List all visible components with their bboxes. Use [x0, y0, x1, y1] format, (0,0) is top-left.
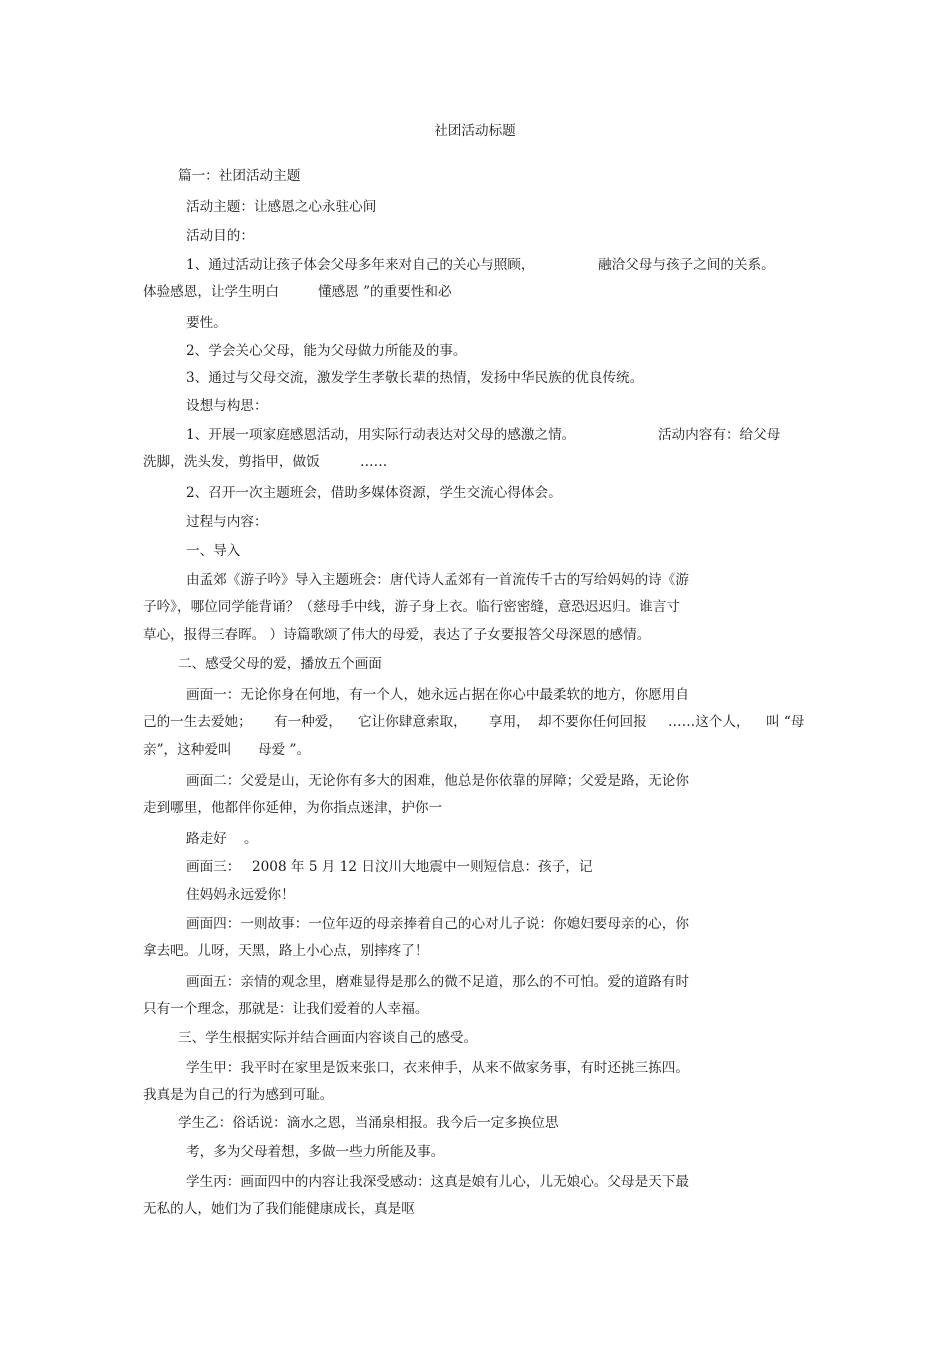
paragraph-line: 一、导入 [186, 543, 241, 559]
paragraph-line: 只有一个理念，那就是：让我们爱着的人幸福。 [143, 1001, 429, 1017]
paragraph-line: 2、学会关心父母，能为父母做力所能及的事。 [186, 343, 467, 359]
paragraph-line: 活动目的： [186, 228, 254, 244]
paragraph-line: 要性。 [186, 315, 227, 331]
paragraph-line: …… [360, 454, 388, 470]
paragraph-line: 享用， [489, 714, 530, 730]
paragraph-line: 三、学生根据实际并结合画面内容谈自己的感受。 [178, 1030, 478, 1046]
paragraph-line: 画面一：无论你身在何地，有一个人，她永远占据在你心中最柔软的地方，你愿用自 [186, 687, 689, 703]
paragraph-line: 画面四：一则故事：一位年迈的母亲捧着自己的心对儿子说：你媳妇要母亲的心，你 [186, 916, 689, 932]
paragraph-line: 拿去吧。儿呀，天黑，路上小心点，别摔疼了！ [143, 943, 429, 959]
document-title: 社团活动标题 [434, 123, 516, 139]
paragraph-line: 己的一生去爱她； [143, 714, 252, 730]
paragraph-line: 体验感恩，让学生明白 [143, 284, 279, 300]
paragraph-line: 考，多为父母着想，多做一些力所能及事。 [186, 1144, 445, 1160]
paragraph-line: 3、通过与父母交流，激发学生孝敬长辈的热情，发扬中华民族的优良传统。 [186, 370, 644, 386]
paragraph-line: 过程与内容： [186, 514, 268, 530]
paragraph-line: 活动主题：让感恩之心永驻心间 [186, 199, 377, 215]
paragraph-line: 叫 “母 [766, 714, 805, 730]
paragraph-line: 子吟》，哪位同学能背诵？（慈母手中线，游子身上衣。临行密密缝，意恐迟迟归。谁言寸 [143, 599, 680, 615]
paragraph-line: 草心，报得三春晖。 ）诗篇歌颂了伟大的母爱，表达了子女要报答父母深恩的感情。 [143, 627, 651, 643]
section-heading: 篇一：社团活动主题 [178, 168, 301, 184]
paragraph-line: 融洽父母与孩子之间的关系。 [598, 257, 775, 273]
paragraph-line: 我真是为自己的行为感到可耻。 [143, 1087, 334, 1103]
paragraph-line: 活动内容有：给父母 [658, 427, 781, 443]
paragraph-line: 2、召开一次主题班会，借助多媒体资源，学生交流心得体会。 [186, 485, 562, 501]
paragraph-line: 二、感受父母的爱，播放五个画面 [178, 656, 382, 672]
paragraph-line: 亲”，这种爱叫 [143, 742, 232, 758]
paragraph-line: 懂感恩 ”的重要性和必 [318, 284, 452, 300]
paragraph-line: 走到哪里，他都伴你延伸，为你指点迷津，护你一 [143, 800, 443, 816]
paragraph-line: 住妈妈永远爱你！ [186, 887, 295, 903]
paragraph-line: 母爱 ”。 [258, 742, 311, 758]
paragraph-line: ……这个人， [668, 714, 750, 730]
paragraph-line: 画面二：父爱是山，无论你有多大的困难，他总是你依靠的屏障；父爱是路，无论你 [186, 773, 689, 789]
paragraph-line: 却不要你任何回报 [538, 714, 647, 730]
paragraph-line: 学生丙：画面四中的内容让我深受感动：这真是娘有儿心，儿无娘心。父母是天下最 [186, 1174, 689, 1190]
paragraph-line: 学生乙：俗话说：滴水之恩，当涌泉相报。我今后一定多换位思 [178, 1115, 559, 1131]
paragraph-line: 洗脚，洗头发，剪指甲，做饭 [143, 454, 320, 470]
paragraph-line: 画面五：亲情的观念里，磨难显得是那么的微不足道，那么的不可怕。爱的道路有时 [186, 974, 689, 990]
paragraph-line: 1、开展一项家庭感恩活动，用实际行动表达对父母的感激之情。 [186, 427, 576, 443]
paragraph-line: 1、通过活动让孩子体会父母多年来对自己的关心与照顾， [186, 257, 535, 273]
paragraph-line: 2008 年 5 月 12 日汶川大地震中一则短信息：孩子，记 [252, 859, 593, 875]
paragraph-line: 设想与构思： [186, 398, 268, 414]
paragraph-line: 无私的人，她们为了我们能健康成长，真是呕 [143, 1201, 415, 1217]
paragraph-line: 由孟郊《游子吟》导入主题班会：唐代诗人孟郊有一首流传千古的写给妈妈的诗《游 [186, 572, 689, 588]
paragraph-line: 路走好 [186, 831, 227, 847]
paragraph-line: 它让你肆意索取， [358, 714, 467, 730]
paragraph-line: 。 [244, 831, 258, 847]
paragraph-line: 学生甲：我平时在家里是饭来张口，衣来伸手，从来不做家务事，有时还挑三拣四。 [186, 1060, 689, 1076]
paragraph-line: 有一种爱， [274, 714, 342, 730]
paragraph-line: 画面三： [186, 859, 241, 875]
